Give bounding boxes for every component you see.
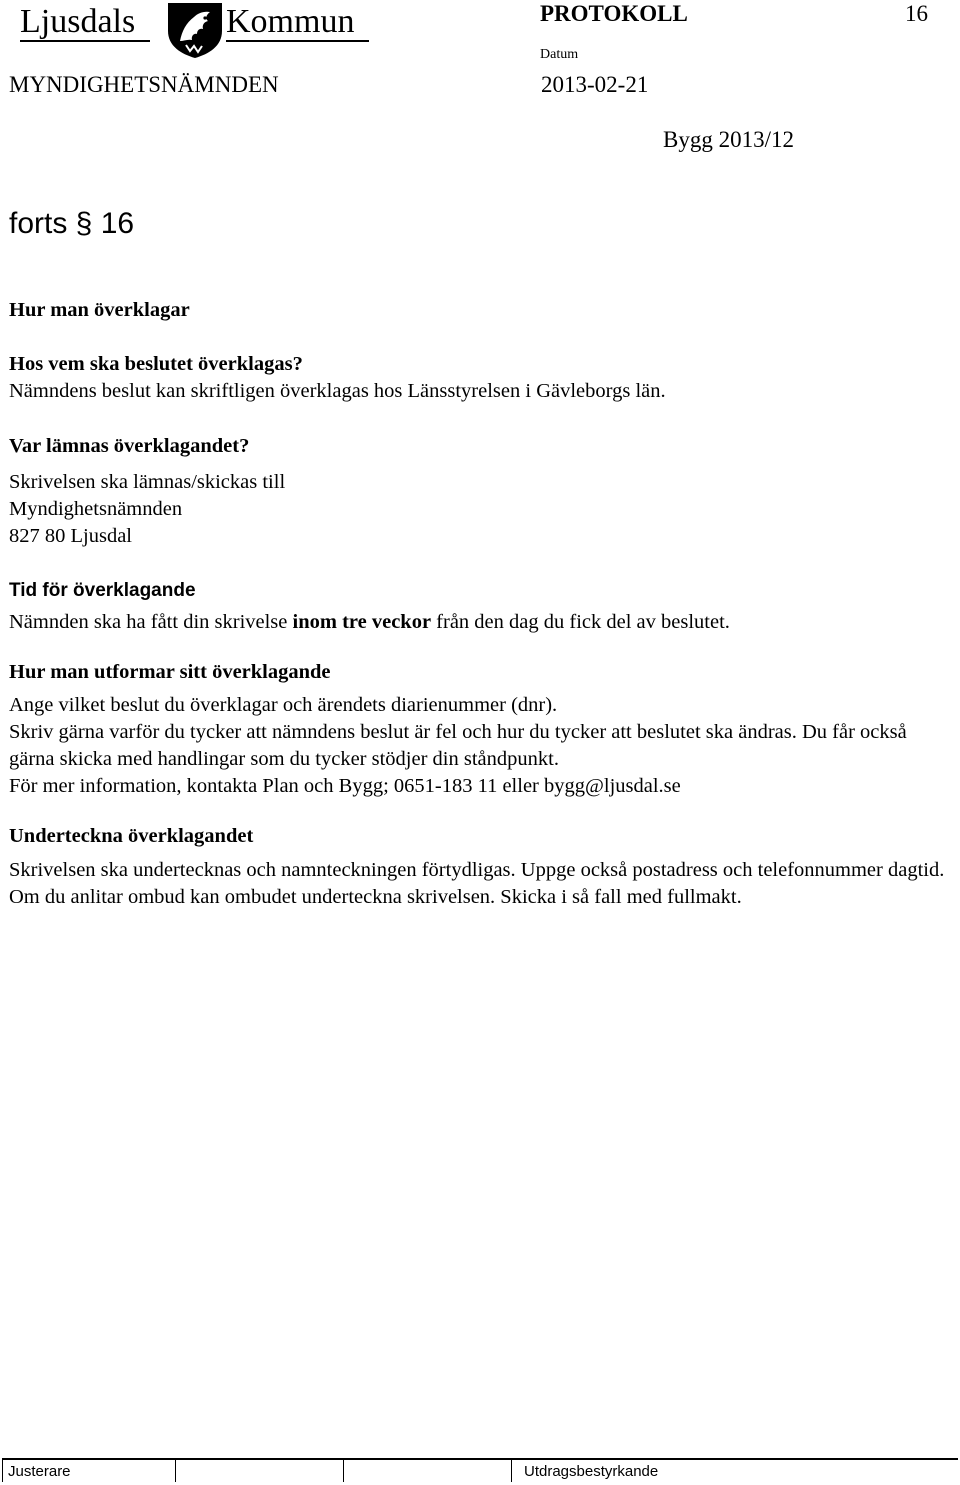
page-number: 16: [905, 1, 928, 26]
coat-of-arms-icon: [164, 1, 226, 59]
section-title: forts § 16: [9, 207, 135, 240]
text-submit-line-2: Myndighetsnämnden: [9, 498, 183, 520]
footer-separator: [175, 1460, 176, 1482]
heading-sign-appeal: Underteckna överklagandet: [9, 825, 254, 847]
footer-separator: [2, 1460, 3, 1482]
text-submit-line-1: Skrivelsen ska lämnas/skickas till: [9, 471, 286, 493]
heading-how-to-appeal: Hur man överklagar: [9, 299, 190, 321]
heading-appeal-deadline: Tid för överklagande: [9, 580, 196, 601]
footer-utdragsbestyrkande: Utdragsbestyrkande: [524, 1463, 659, 1480]
logo-underline: [226, 40, 369, 42]
diarie-number: Bygg 2013/12: [663, 127, 794, 152]
meeting-date: 2013-02-21: [541, 72, 649, 97]
heading-how-to-draft: Hur man utformar sitt överklagande: [9, 661, 331, 683]
footer-rule: [2, 1458, 958, 1460]
text-submit-line-3: 827 80 Ljusdal: [9, 525, 132, 547]
datum-label: Datum: [540, 47, 579, 62]
text-appeal-deadline: Nämnden ska ha fått din skrivelse inom tre veckor från den dag du fick del av beslutet.: [9, 611, 730, 633]
logo-word-kommun: Kommun: [226, 3, 355, 40]
footer-justerare: Justerare: [8, 1463, 71, 1480]
text-sign-paragraph: Skrivelsen ska undertecknas och namnteckningen förtydligas. Uppge också postadress och telefonnummer dagtid. Om du anlitar ombud kan ombudet underteckna skrivelsen. Skicka i så fall med fullmakt.: [9, 859, 945, 908]
document-type: PROTOKOLL: [540, 1, 688, 26]
footer-separator: [511, 1460, 512, 1482]
text-draft-paragraph: Skriv gärna varför du tycker att nämndens beslut är fel och hur du tycker att beslutet ska ändras. Du får också gärna skicka med handlingar som du tycker stödjer din ståndpunkt.: [9, 721, 907, 770]
text-contact-info: För mer information, kontakta Plan och Bygg; 0651-183 11 eller bygg@ljusdal.se: [9, 775, 681, 797]
logo-word-ljusdals: Ljusdals: [20, 3, 136, 40]
text-draft-line-1: Ange vilket beslut du överklagar och ärendets diarienummer (dnr).: [9, 694, 558, 716]
deadline-emphasis: inom tre veckor: [292, 611, 432, 633]
committee-name: MYNDIGHETSNÄMNDEN: [9, 72, 279, 97]
heading-where-to-submit: Var lämnas överklagandet?: [9, 435, 250, 457]
logo-underline: [20, 40, 150, 42]
text-appeal-to-whom: Nämndens beslut kan skriftligen överklagas hos Länsstyrelsen i Gävleborgs län.: [9, 380, 666, 402]
footer-separator: [343, 1460, 344, 1482]
heading-appeal-to-whom: Hos vem ska beslutet överklagas?: [9, 353, 303, 375]
